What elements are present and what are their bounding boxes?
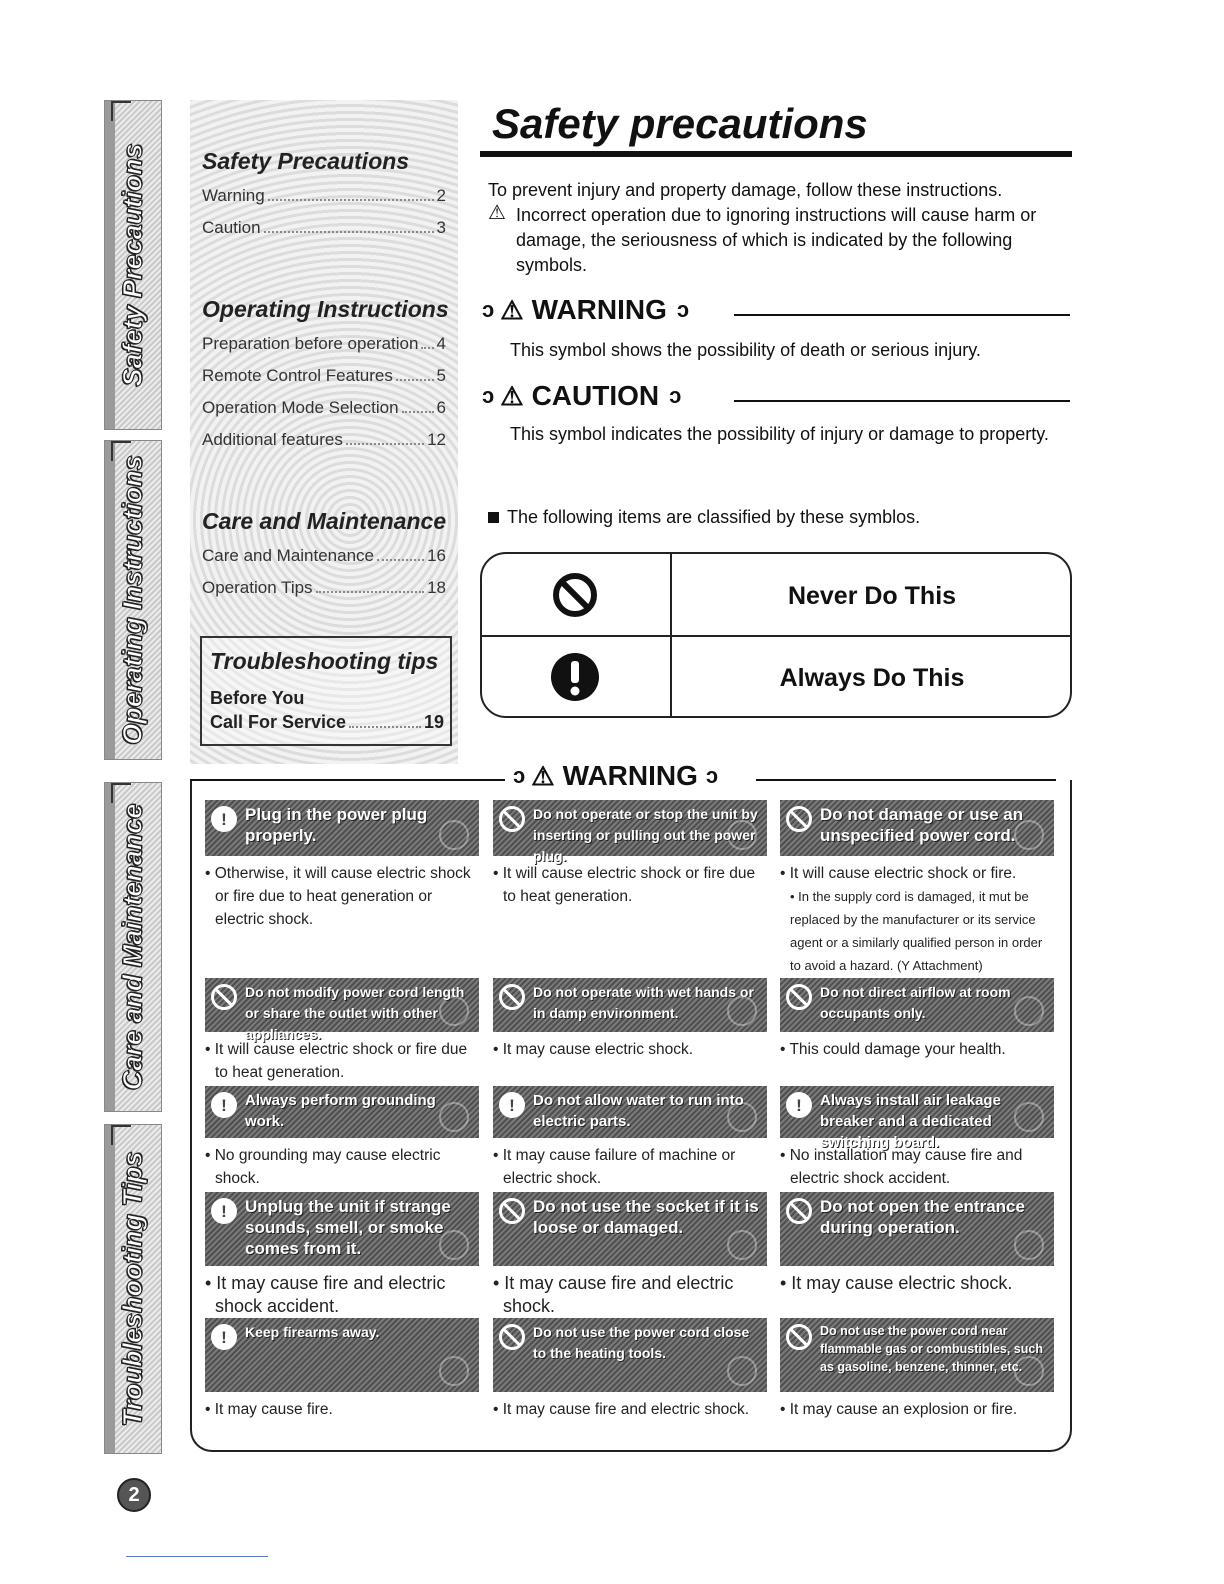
leader-dots bbox=[264, 231, 434, 233]
card-title: Do not damage or use an unspecified power cord. bbox=[820, 805, 1024, 845]
hook-icon: ↄ bbox=[482, 383, 495, 408]
intro-note bbox=[488, 203, 1068, 278]
card-extra-text: • In the supply cord is damaged, it mut be replaced by the manufacturer or its service agent or a similarly qualified person in order to avoid a hazard. (Y Attachment) bbox=[790, 889, 1043, 973]
toc-item[interactable] bbox=[210, 688, 304, 709]
tab-bar bbox=[105, 1125, 115, 1453]
card-text: • No grounding may cause electric shock. bbox=[205, 1147, 441, 1187]
toc-item-page: 18 bbox=[427, 578, 446, 597]
toc-section-title: Operating Instructions bbox=[202, 296, 449, 322]
card-title: Always install air leakage breaker and a dedicated switching board. bbox=[820, 1092, 1001, 1151]
card-banner bbox=[780, 1318, 1054, 1392]
square-bullet-icon bbox=[488, 512, 499, 523]
side-tab-safety-precautions[interactable] bbox=[104, 100, 162, 430]
toc-item-label: Operation Mode Selection bbox=[202, 398, 399, 417]
decor-swirl-icon bbox=[439, 1356, 469, 1386]
mandatory-icon: ! bbox=[211, 1198, 237, 1224]
card-text: • It will cause electric shock or fire. bbox=[780, 865, 1017, 882]
card-text: • This could damage your health. bbox=[780, 1041, 1006, 1058]
leader-dots bbox=[346, 443, 424, 445]
decor-swirl-icon bbox=[439, 996, 469, 1026]
prohibited-icon bbox=[552, 572, 598, 618]
card-title: Do not modify power cord length or share the outlet with other appliances. bbox=[245, 984, 465, 1042]
card-title: Do not allow water to run into electric parts. bbox=[533, 1092, 744, 1130]
warning-triangle-icon: ⚠ bbox=[531, 760, 555, 791]
page-title: Safety precautions bbox=[492, 100, 868, 147]
toc-item-label: Care and Maintenance bbox=[202, 546, 375, 565]
toc-item-label: Caution bbox=[202, 218, 261, 237]
intro-text: To prevent injury and property damage, follow these instructions. bbox=[488, 180, 1003, 200]
warning-section-label: WARNING bbox=[562, 760, 698, 791]
decor-swirl-icon bbox=[727, 1356, 757, 1386]
decor-swirl-icon bbox=[1014, 1230, 1044, 1260]
toc-item[interactable] bbox=[202, 334, 446, 354]
prohibited-icon bbox=[786, 1324, 812, 1350]
card-text: • It may cause an explosion or fire. bbox=[780, 1401, 1018, 1418]
toc-item[interactable] bbox=[202, 366, 446, 386]
decor-swirl-icon bbox=[727, 1102, 757, 1132]
decor-swirl-icon bbox=[1014, 820, 1044, 850]
toc-item-label: Before You bbox=[210, 688, 305, 708]
warning-card bbox=[493, 978, 767, 1061]
card-banner bbox=[780, 978, 1054, 1032]
leader-dots bbox=[421, 347, 433, 349]
toc-item-label: Preparation before operation bbox=[202, 334, 419, 353]
warning-card bbox=[205, 978, 479, 1084]
warning-card bbox=[780, 800, 1054, 977]
side-tab-care-and-maintenance[interactable] bbox=[104, 782, 162, 1112]
toc-item-label: Additional features bbox=[202, 430, 343, 449]
toc-item[interactable] bbox=[202, 398, 446, 418]
mandatory-icon bbox=[550, 652, 600, 702]
warning-card bbox=[493, 1192, 767, 1318]
prohibited-icon bbox=[211, 984, 237, 1010]
leader-dots bbox=[268, 199, 434, 201]
hook-icon: ↄ bbox=[669, 383, 682, 408]
warning-triangle-icon: ⚠ bbox=[500, 294, 524, 325]
mandatory-icon: ! bbox=[211, 1092, 237, 1118]
warning-card bbox=[780, 1192, 1054, 1295]
card-title: Do not operate or stop the unit by inserting or pulling out the power plug. bbox=[533, 806, 758, 864]
card-text: • Otherwise, it will cause electric shock or fire due to heat generation or electric shock. bbox=[205, 865, 471, 928]
toc-item-label: Warning bbox=[202, 186, 265, 205]
page-number: 2 bbox=[117, 1478, 151, 1512]
card-text: • It may cause fire and electric shock accident. bbox=[205, 1273, 446, 1316]
card-title: Always perform grounding work. bbox=[245, 1092, 436, 1130]
toc-item[interactable] bbox=[202, 430, 446, 450]
decor-swirl-icon bbox=[439, 1230, 469, 1260]
hook-icon: ↄ bbox=[482, 297, 495, 322]
toc-item-page: 16 bbox=[427, 546, 446, 565]
prohibited-icon bbox=[786, 1198, 812, 1224]
warning-card bbox=[780, 1086, 1054, 1190]
mandatory-icon: ! bbox=[211, 1324, 237, 1350]
card-title: Do not use the power cord close to the heating tools. bbox=[533, 1324, 750, 1361]
toc-item-page: 12 bbox=[427, 430, 446, 449]
hook-icon: ↄ bbox=[513, 763, 526, 788]
toc-item[interactable] bbox=[202, 218, 446, 238]
decor-swirl-icon bbox=[1014, 996, 1044, 1026]
card-title: Do not open the entrance during operation. bbox=[820, 1197, 1025, 1237]
tab-bar bbox=[105, 783, 115, 1111]
corner-mark-icon bbox=[111, 101, 131, 121]
card-text: • It may cause fire and electric shock. bbox=[493, 1273, 734, 1316]
footer-line bbox=[126, 1556, 268, 1557]
warning-section-title bbox=[505, 760, 726, 792]
toc-section-title: Troubleshooting tips bbox=[210, 648, 439, 674]
side-tab-label: Safety Precautions bbox=[117, 143, 148, 387]
corner-mark-icon bbox=[111, 1125, 131, 1145]
warning-heading bbox=[482, 294, 689, 326]
mandatory-icon: ! bbox=[786, 1092, 812, 1118]
warning-card bbox=[780, 978, 1054, 1061]
toc-troubleshooting-box bbox=[200, 636, 452, 746]
heading-line bbox=[190, 779, 510, 781]
side-tab-label: Troubleshooting Tips bbox=[117, 1151, 148, 1427]
decor-swirl-icon bbox=[1014, 1102, 1044, 1132]
caution-heading-label: CAUTION bbox=[531, 380, 660, 411]
warning-card bbox=[205, 800, 479, 931]
classified-note-text: The following items are classified by these symblos. bbox=[507, 507, 921, 527]
card-title: Unplug the unit if strange sounds, smell, or smoke comes from it. bbox=[245, 1197, 451, 1258]
leader-dots bbox=[396, 379, 434, 381]
side-tab-label: Care and Maintenance bbox=[117, 803, 148, 1091]
prohibited-icon bbox=[786, 984, 812, 1010]
hook-icon: ↄ bbox=[676, 297, 690, 322]
toc-item-label: Remote Control Features bbox=[202, 366, 393, 385]
card-text: • It may cause failure of machine or electric shock. bbox=[493, 1147, 736, 1187]
caution-heading bbox=[482, 380, 681, 412]
toc-section-title: Care and Maintenance bbox=[202, 508, 447, 534]
side-tab-label: Operating Instructions bbox=[117, 455, 148, 745]
card-text: • It may cause electric shock. bbox=[780, 1273, 1013, 1293]
card-title: Do not operate with wet hands or in damp environment. bbox=[533, 984, 754, 1021]
decor-swirl-icon bbox=[439, 1102, 469, 1132]
card-banner bbox=[493, 1086, 767, 1138]
leader-dots bbox=[349, 726, 421, 728]
decor-swirl-icon bbox=[1014, 1356, 1044, 1386]
toc-item-page: 5 bbox=[436, 366, 446, 385]
prohibited-icon bbox=[786, 806, 812, 832]
card-title: Keep firearms away. bbox=[245, 1324, 380, 1340]
leader-dots bbox=[316, 591, 425, 593]
card-title: Do not use the socket if it is loose or damaged. bbox=[533, 1197, 759, 1237]
card-banner bbox=[205, 1192, 479, 1266]
card-banner bbox=[780, 800, 1054, 856]
leader-dots bbox=[377, 559, 424, 561]
card-text: • It will cause electric shock or fire due to heat generation. bbox=[205, 1041, 468, 1081]
warning-card bbox=[493, 1318, 767, 1421]
toc-item-page: 4 bbox=[436, 334, 446, 353]
toc-item-label: Operation Tips bbox=[202, 578, 313, 597]
warning-card bbox=[205, 1086, 479, 1190]
warning-card bbox=[205, 1192, 479, 1318]
warning-card bbox=[493, 800, 767, 908]
toc-section-title: Safety Precautions bbox=[202, 148, 410, 174]
toc-item-page: 2 bbox=[436, 186, 446, 205]
warning-card bbox=[780, 1318, 1054, 1421]
decor-swirl-icon bbox=[439, 820, 469, 850]
decor-swirl-icon bbox=[727, 996, 757, 1026]
card-banner bbox=[493, 800, 767, 864]
card-banner bbox=[205, 978, 479, 1042]
card-title: Plug in the power plug properly. bbox=[245, 805, 428, 845]
toc-item[interactable] bbox=[202, 578, 446, 598]
never-do-this-label: Never Do This bbox=[787, 582, 957, 610]
card-banner bbox=[205, 1086, 479, 1138]
title-rule bbox=[480, 151, 1072, 157]
card-banner bbox=[780, 1086, 1054, 1151]
toc-item-page: 6 bbox=[436, 398, 446, 417]
tab-bar bbox=[105, 441, 115, 759]
card-banner bbox=[205, 1318, 479, 1392]
card-title: Do not use the power cord near flammable gas or combustibles, such as gasoline, benzene, thinner, etc. bbox=[820, 1324, 1043, 1374]
always-do-this-label: Always Do This bbox=[779, 664, 965, 692]
card-text: • It may cause fire and electric shock. bbox=[493, 1401, 750, 1418]
classified-note bbox=[488, 505, 1068, 530]
hook-icon: ↄ bbox=[705, 763, 719, 788]
prohibited-icon bbox=[499, 1198, 525, 1224]
card-banner bbox=[493, 1192, 767, 1266]
side-tab-operating-instructions[interactable] bbox=[104, 440, 162, 760]
tab-bar bbox=[105, 101, 115, 429]
toc-item[interactable] bbox=[202, 546, 446, 566]
leader-dots bbox=[402, 411, 434, 413]
intro-note-text: Incorrect operation due to ignoring instructions will cause harm or damage, the seriousness of which is indicated by the following symbols. bbox=[516, 205, 1037, 275]
toc-item-page: 19 bbox=[423, 712, 444, 732]
prohibited-icon bbox=[499, 1324, 525, 1350]
side-tab-troubleshooting-tips[interactable] bbox=[104, 1124, 162, 1454]
mandatory-icon: ! bbox=[499, 1092, 525, 1118]
card-text: • It will cause electric shock or fire due to heat generation. bbox=[493, 865, 756, 905]
card-banner bbox=[205, 800, 479, 856]
warning-desc: This symbol shows the possibility of death or serious injury. bbox=[510, 340, 981, 360]
card-banner bbox=[493, 1318, 767, 1392]
card-text: • It may cause electric shock. bbox=[493, 1041, 694, 1058]
card-banner bbox=[493, 978, 767, 1032]
heading-line bbox=[756, 779, 1056, 781]
decor-swirl-icon bbox=[727, 1230, 757, 1260]
card-title: Do not direct airflow at room occupants only. bbox=[820, 984, 1011, 1021]
prohibited-icon bbox=[499, 984, 525, 1010]
toc-item-label: Call For Service bbox=[210, 712, 347, 732]
heading-line bbox=[734, 400, 1070, 402]
warning-heading-label: WARNING bbox=[531, 294, 667, 325]
prohibited-icon bbox=[499, 806, 525, 832]
card-text: • No installation may cause fire and electric shock accident. bbox=[780, 1147, 1023, 1187]
toc-item[interactable] bbox=[202, 186, 446, 206]
toc-item[interactable] bbox=[210, 712, 444, 733]
toc-item-page: 3 bbox=[436, 218, 446, 237]
mandatory-icon: ! bbox=[211, 806, 237, 832]
card-text: • It may cause fire. bbox=[205, 1401, 333, 1418]
warning-triangle-icon: ⚠ bbox=[488, 202, 506, 224]
card-banner bbox=[780, 1192, 1054, 1266]
table-divider bbox=[482, 635, 1070, 637]
warning-card bbox=[205, 1318, 479, 1421]
symbol-table bbox=[480, 552, 1072, 718]
warning-card bbox=[493, 1086, 767, 1190]
heading-line bbox=[734, 314, 1070, 316]
decor-swirl-icon bbox=[727, 820, 757, 850]
corner-mark-icon bbox=[111, 783, 131, 803]
warning-triangle-icon: ⚠ bbox=[500, 380, 524, 411]
caution-desc: This symbol indicates the possibility of injury or damage to property. bbox=[510, 424, 1049, 444]
